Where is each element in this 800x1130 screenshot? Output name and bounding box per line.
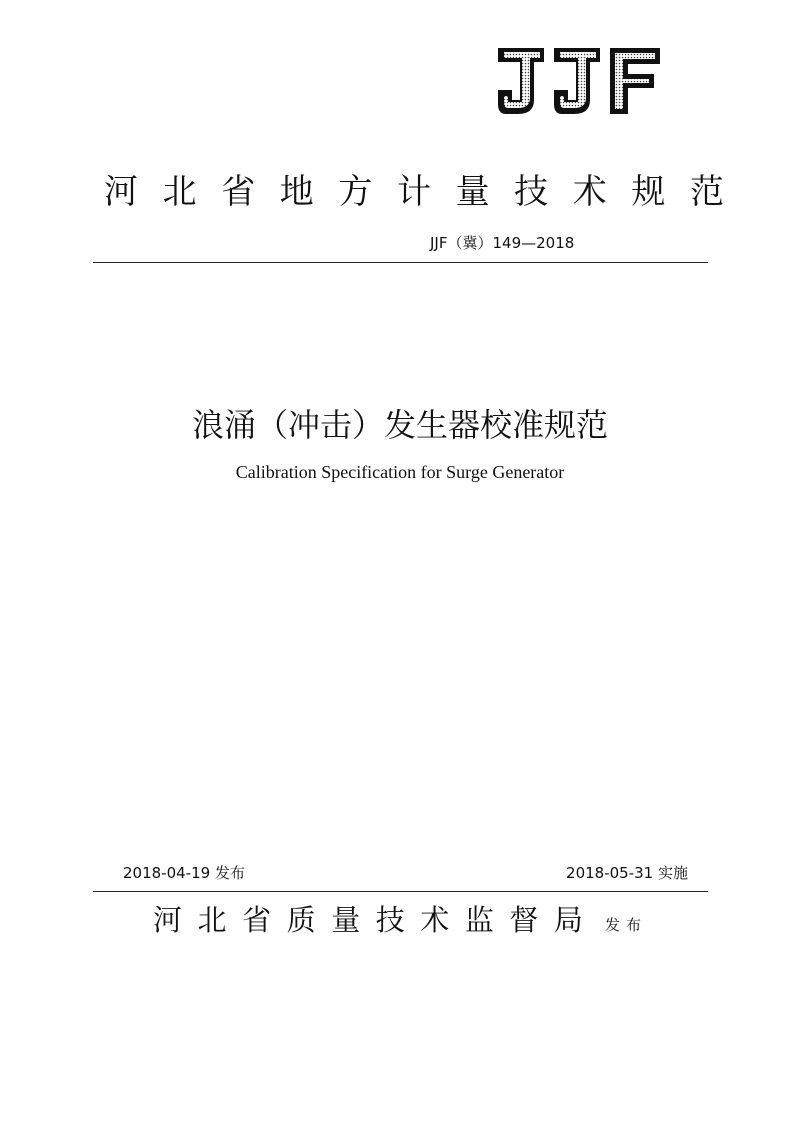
- publisher-char: 北: [197, 903, 227, 937]
- series-title-char: 范: [689, 171, 724, 212]
- series-title-char: 河: [104, 171, 138, 212]
- series-title-char: 省: [221, 171, 256, 212]
- publisher-char: 省: [242, 903, 272, 937]
- series-title: [104, 165, 724, 211]
- document-subtitle: Calibration Specification for Surge Generator: [235, 462, 565, 482]
- footer-divider: [93, 891, 708, 892]
- series-title-char: 计: [396, 171, 431, 212]
- jjf-logo: [494, 44, 664, 118]
- issue-date: 2018-04-19 发布: [123, 864, 245, 882]
- publisher-name: [153, 898, 583, 939]
- publisher-line: [153, 898, 647, 938]
- series-title-char: 方: [338, 171, 373, 212]
- series-title-char: 技: [514, 171, 549, 212]
- publisher-char: 监: [464, 903, 494, 937]
- header-divider: [93, 262, 708, 263]
- document-title: 浪涌（冲击）发生器校准规范: [191, 406, 608, 444]
- logo-letter-f: [610, 48, 660, 114]
- implementation-date: 2018-05-31 实施: [566, 864, 688, 882]
- series-title-char: 量: [455, 171, 490, 212]
- publisher-char: 局: [553, 903, 583, 937]
- series-title-char: 术: [572, 171, 607, 212]
- standard-number: JJF（冀）149—2018: [430, 234, 575, 252]
- series-title-char: 规: [631, 171, 666, 212]
- publisher-char: 河: [153, 903, 183, 937]
- series-title-char: 北: [162, 171, 197, 212]
- publisher-suffix: 发布: [605, 916, 648, 934]
- publisher-char: 量: [331, 903, 361, 937]
- publisher-char: 质: [286, 903, 316, 937]
- logo-letter-j1: [498, 48, 544, 114]
- publisher-char: 术: [420, 903, 450, 937]
- publisher-char: 技: [375, 903, 405, 937]
- publisher-char: 督: [509, 903, 539, 937]
- logo-letter-j2: [554, 48, 600, 114]
- jjf-logo-graphic: [494, 44, 664, 118]
- series-title-char: 地: [279, 171, 314, 212]
